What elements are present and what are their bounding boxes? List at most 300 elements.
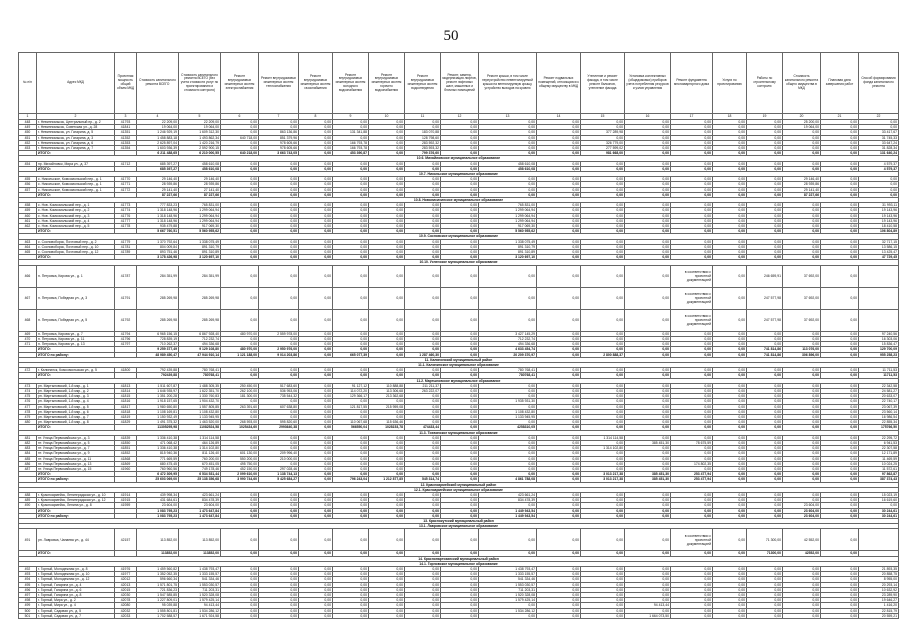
table-cell: 0,00 [581,572,625,577]
table-cell: 0,00 [479,466,537,471]
table-cell: 0,00 [259,187,299,192]
table-cell: 0,00 [333,451,369,456]
table-cell: 0,00 [821,287,859,309]
table-cell: 0,00 [625,608,671,613]
table-cell: 0,00 [333,582,369,587]
address-cell: г. Горный, Молодежная ул., д. 8 [37,567,115,572]
table-cell: 0,00 [405,203,441,208]
table-cell: 1 212 877,85 [369,477,405,482]
table-cell: 0,00 [671,598,713,603]
table-cell: 0,00 [581,466,625,471]
table-cell: 1 904 432,70 [179,399,221,404]
table-cell: 0,00 [581,404,625,409]
table-cell: 0,00 [333,498,369,503]
table-cell: 0,00 [747,508,783,513]
address-cell: пт. Улица Первомайская ул., д. 15 [37,466,115,471]
table-cell: 0,00 [259,414,299,419]
table-cell: 0,00 [299,229,333,234]
row-number-cell: 492 [19,567,37,572]
table-cell: 0,00 [537,187,581,192]
table-cell: 0,00 [299,287,333,309]
table-cell: 0,00 [441,513,479,518]
table-cell: 0,00 [821,250,859,255]
table-cell: 1 351 200,28 [137,394,179,399]
table-cell: 721 836,23 [137,587,179,592]
table-cell: 0,00 [369,368,405,373]
table-cell: 0,00 [299,336,333,341]
table-cell: 0,00 [581,399,625,404]
table-cell: 0,00 [221,414,259,419]
column-number: 3 [115,114,137,120]
table-cell: 0,00 [405,125,441,130]
table-cell: 0,00 [479,192,537,197]
table-cell: 0,00 [671,203,713,208]
table-cell: 0,00 [625,399,671,404]
table-cell: 0,00 [671,135,713,140]
table-cell: 0,00 [783,146,821,151]
table-cell: 0,00 [405,451,441,456]
row-number-cell: 497 [19,593,37,598]
table-cell: 0,00 [333,461,369,466]
table-cell: 1 449 943,54 [479,508,537,513]
table-cell: 0,00 [333,309,369,331]
table-cell: 18 410,58 [859,224,899,229]
table-cell: 0,00 [625,435,671,440]
table-cell: 0,00 [537,603,581,608]
table-cell: 595 820,60 [259,420,299,425]
table-cell: 0,00 [405,461,441,466]
table-cell: 0,00 [713,461,747,466]
table-cell: 0,00 [625,446,671,451]
table-cell: 0,00 [713,130,747,135]
table-cell: 0,00 [671,182,713,187]
table-cell: 0,00 [821,567,859,572]
table-cell: 0,00 [747,331,783,336]
table-cell: 128 798,60 [405,135,441,140]
row-number-cell: 476 [19,399,37,404]
table-cell: 0,00 [713,151,747,156]
table-cell: 0,00 [671,608,713,613]
table-cell: 0,00 [713,218,747,223]
table-cell: 22 307,58 [859,446,899,451]
table-cell: 0,00 [441,508,479,513]
address-cell: г. Горный, Мира ул., д. 2 [37,598,115,603]
table-cell: 0,00 [299,187,333,192]
table-cell: 0,00 [537,309,581,331]
table-cell: 263 222,07 [405,388,441,393]
table-cell: 685 397,27 [137,166,179,171]
column-header: Адрес МКД [37,53,115,114]
table-cell: 0,00 [713,192,747,197]
table-cell: 0,00 [625,456,671,461]
row-number-cell: 449 [19,125,37,130]
table-cell: 47 944 910,14 [179,352,221,357]
column-header: Стоимость капитального ремонта ВСЕГО [137,53,179,114]
table-cell: 32 717,15 [859,239,899,244]
table-cell: 0,00 [821,399,859,404]
table-cell: 0,00 [537,598,581,603]
table-cell: 3 427 145,29 [479,331,537,336]
table-cell: 41776 [115,213,137,218]
table-cell: 0,00 [369,414,405,419]
table-cell: 253 477,94 [671,472,713,477]
table-cell: 0,00 [625,218,671,223]
table-cell: 87 227,66 [137,192,179,197]
table-cell: 0,00 [369,125,405,130]
column-number: 8 [299,114,333,120]
table-cell: 0,00 [333,336,369,341]
table-cell: 0,00 [537,551,581,556]
address-cell: п. Петровка, Кирова ул., д. 7 [37,331,115,336]
table-cell: 0,00 [537,120,581,125]
table-cell: 0,00 [821,373,859,378]
table-cell: 0,00 [783,218,821,223]
table-cell: 0,00 [333,608,369,613]
row-number-cell: 478 [19,409,37,414]
table-cell: 0,00 [333,255,369,260]
table-cell: 0,00 [221,255,259,260]
table-cell: 0,00 [537,404,581,409]
table-cell: 0,00 [221,229,259,234]
table-cell: 5 667 760,51 [137,229,179,234]
column-number: 16 [625,114,671,120]
table-cell: 0,00 [821,182,859,187]
table-cell: 0,00 [405,598,441,603]
table-cell: 1 299 064,94 [179,208,221,213]
table-cell: 0,00 [859,187,899,192]
table-cell: 0,00 [369,613,405,618]
table-cell: 306 896,00 [783,352,821,357]
column-header: Ремонт внутридомовых инженерных систем водоотведения [405,53,441,114]
table-cell: 0,00 [405,572,441,577]
table-cell: 0,00 [299,146,333,151]
table-cell: 20 858,75 [859,572,899,577]
row-number-cell: 485 [19,456,37,461]
table-cell: 0,00 [259,503,299,508]
table-cell: 0,00 [821,477,859,482]
row-number-cell: 486 [19,461,37,466]
table-cell: 0,00 [625,224,671,229]
table-cell: 1 702 588,57 [137,613,179,618]
table-cell: 0,00 [537,166,581,171]
table-cell: 0,00 [259,244,299,249]
table-cell: 71300,00 [747,551,783,556]
table-cell: 1 603 936,39 [137,146,179,151]
table-cell: 110 067,68 [333,420,369,425]
table-cell: 0,00 [671,229,713,234]
table-cell: 0,00 [747,187,783,192]
table-cell: 0,00 [369,224,405,229]
table-cell: 0,00 [625,503,671,508]
table-cell: 41959 [115,503,137,508]
table-cell: 3 663 743,05 [259,151,299,156]
table-cell: 0,00 [581,394,625,399]
table-cell: 41816 [115,399,137,404]
table-cell: 480 970,00 [221,331,259,336]
table-cell: 0,00 [783,608,821,613]
table-cell: 0,00 [581,498,625,503]
table-cell: 0,00 [821,508,859,513]
table-cell: 0,00 [821,331,859,336]
table-cell: 0,00 [537,203,581,208]
table-cell: 284 351,99 [137,265,179,287]
table-cell: 0,00 [441,472,479,477]
table-cell: 0,00 [783,140,821,145]
table-cell: 0,00 [671,446,713,451]
table-cell: 41794 [115,331,137,336]
table-cell: 0,00 [369,336,405,341]
table-cell: 23 560,14 [859,409,899,414]
table-cell: 0,00 [333,577,369,582]
table-cell: 0,00 [713,587,747,592]
section-heading: 11.3. Тихвинское муниципальное образование [19,430,899,435]
table-cell: 0,00 [537,265,581,287]
section-heading: 10.7. Никольское муниципальное образование [19,172,899,177]
table-cell: 0,00 [625,151,671,156]
table-cell: 0,00 [671,414,713,419]
table-cell: 0,00 [747,435,783,440]
table-cell: 297 028,46 [259,466,299,471]
table-cell: 29 141,40 [137,187,179,192]
table-cell: 0,00 [859,503,899,508]
table-cell: 0,00 [537,135,581,140]
table-cell: 0,00 [747,409,783,414]
table-cell: 0,00 [259,265,299,287]
table-cell: 0,00 [369,446,405,451]
row-number-cell: 471 [19,342,37,347]
table-cell: 0,00 [783,498,821,503]
table-cell: 0,00 [671,130,713,135]
table-cell: 0,00 [299,218,333,223]
address-cell: г. Невинномысск, Центральный пр., д. 2 [37,120,115,125]
table-cell: 0,00 [405,250,441,255]
table-cell: 0,00 [747,166,783,171]
table-cell: 0,00 [221,399,259,404]
table-cell: 0,00 [441,120,479,125]
table-cell: 0,00 [537,572,581,577]
address-cell: п. Петровка, Кирова ул., д. 13 [37,342,115,347]
table-cell: 25 200,00 [783,120,821,125]
column-header: Работы по строительному контролю [747,53,783,114]
table-cell: 48 989 450,47 [137,352,179,357]
table-cell: 0,00 [369,503,405,508]
table-cell: 15 023,19 [859,492,899,497]
table-cell: 452 150,00 [221,466,259,471]
address-cell: ИТОГО: [37,508,115,513]
table-cell: 0,00 [537,446,581,451]
table-cell: 815 940,36 [137,451,179,456]
table-cell: 0,00 [479,125,537,130]
table-cell: 0,00 [333,187,369,192]
address-cell: пт. Улица Первомайская ул., д. 5 [37,440,115,445]
table-cell: 42157 [115,529,137,551]
table-cell: 0,00 [625,182,671,187]
table-cell: 0,00 [479,177,537,182]
table-cell: 0,00 [441,425,479,430]
table-cell: 0,00 [221,187,259,192]
table-cell: 1 520 328,08 [179,593,221,598]
table-cell: 0,00 [441,224,479,229]
table-cell: 0,00 [369,166,405,171]
table-cell: 0,00 [405,336,441,341]
table-cell: 0,00 [221,572,259,577]
table-cell: 0,00 [333,287,369,309]
table-cell: 0,00 [713,331,747,336]
table-cell: 0,00 [333,373,369,378]
table-cell: 42 552,00 [783,529,821,551]
table-cell: 0,00 [299,503,333,508]
table-cell: 0,00 [299,342,333,347]
table-cell: 0,00 [581,331,625,336]
table-cell: 0,00 [441,572,479,577]
table-cell: 0,00 [441,130,479,135]
table-cell: 0,00 [479,451,537,456]
table-cell: 0,00 [333,593,369,598]
table-cell: 0,00 [747,388,783,393]
address-cell: г. Невинномысск, Советская ул., д. 28 [37,125,115,130]
table-cell: 0,00 [299,383,333,388]
table-cell: 0,00 [625,529,671,551]
table-cell: 1 459 560,82 [137,567,179,572]
table-cell: 0,00 [405,255,441,260]
table-cell: 0,00 [747,229,783,234]
table-cell: 0,00 [713,425,747,430]
table-cell: 780 768,41 [479,368,537,373]
table-cell: 0,00 [441,342,479,347]
table-cell: 1 488 305,35 [179,383,221,388]
table-cell: 0,00 [479,120,537,125]
table-cell: 22 295,72 [859,435,899,440]
table-cell: 253 477,94 [671,477,713,482]
table-cell: 0,00 [369,582,405,587]
table-cell: 0,00 [783,373,821,378]
table-cell: 0,00 [299,368,333,373]
column-number: 18 [713,114,747,120]
table-cell: 0,00 [259,598,299,603]
table-cell: 0,00 [479,383,537,388]
table-cell: 0,00 [441,213,479,218]
row-number-cell: 460 [19,213,37,218]
table-cell: 0,00 [221,577,259,582]
table-cell: 0,00 [441,239,479,244]
table-cell: 385 451,30 [625,440,671,445]
table-cell: 0,00 [537,492,581,497]
table-cell: 285 269,98 [137,309,179,331]
table-cell: 1 121 188,00 [221,352,259,357]
table-cell: 0,00 [441,331,479,336]
table-cell: 0,00 [537,567,581,572]
table-cell: 0,00 [299,425,333,430]
table-cell: 760 960,56 [137,466,179,471]
table-cell: 0,00 [259,255,299,260]
table-cell: 0,00 [537,192,581,197]
column-header: Ремонт, замена, модернизация лифтов, ремонт лифтовых шахт, машинных и блочных помещений [441,53,479,114]
table-cell: 0,00 [259,336,299,341]
table-cell: 0,00 [299,440,333,445]
table-cell: 0,00 [671,208,713,213]
table-cell: 1 622 351,70 [179,388,221,393]
table-cell: 0,00 [221,213,259,218]
table-cell: 0,00 [747,182,783,187]
table-cell: 0,00 [299,331,333,336]
table-cell: 42013 [115,582,137,587]
table-cell: 0,00 [299,177,333,182]
table-cell: в соответствии с проектной документацией [671,287,713,309]
table-cell: 0,00 [537,608,581,613]
table-cell: 0,00 [299,166,333,171]
table-cell: 0,00 [537,250,581,255]
table-cell: 1 330 760,83 [179,394,221,399]
table-cell: 891 310,79 [179,244,221,249]
table-cell: 891 310,89 [479,250,537,255]
address-cell: рп. Мартыновский, 1-й мкр., д. 6 [37,409,115,414]
row-number-cell: 454 [19,161,37,166]
table-cell: 0,00 [747,451,783,456]
table-cell: 0,00 [625,513,671,518]
table-cell: 129 366,17 [333,394,369,399]
table-cell: 28 939,86 [179,182,221,187]
table-cell: 741 814,86 [747,352,783,357]
table-cell: 30 244,61 [859,513,899,518]
table-cell: 0,00 [747,567,783,572]
row-number-cell: 481 [19,435,37,440]
table-cell: 0,00 [713,498,747,503]
table-cell: 0,00 [859,120,899,125]
table-cell: 1 609 312,30 [179,130,221,135]
address-cell: г. Невинномысск, ул. Гагарина, д. 7 [37,146,115,151]
table-cell: 0,00 [441,244,479,249]
column-header: Ремонт внутридомовых инженерных систем теплоснабжения [259,53,299,114]
row-number-cell: 468 [19,309,37,331]
table-cell: 0,00 [369,513,405,518]
table-cell: 0,00 [747,250,783,255]
table-cell: 0,00 [671,498,713,503]
table-cell: 0,00 [441,577,479,582]
table-cell: 22 855,34 [859,420,899,425]
table-cell: 0,00 [581,166,625,171]
table-cell: 0,00 [783,399,821,404]
table-cell: 0,00 [671,368,713,373]
table-cell: 0,00 [299,492,333,497]
address-cell: пт. Улица Первомайская ул., д. 3 [37,435,115,440]
table-cell: 0,00 [221,513,259,518]
table-cell: 247 577,98 [747,309,783,331]
table-cell: 0,00 [333,177,369,182]
address-cell: п. Петровка, Кирова ул., д. 11 [37,336,115,341]
address-cell: г. Горный, Мира ул., д. 4 [37,603,115,608]
column-header: Способ формирования фонда капитального ремонта [859,53,899,114]
table-cell: 91 127,12 [333,383,369,388]
table-cell: 0,00 [441,336,479,341]
table-cell: 30 244,61 [859,508,899,513]
table-cell: 2 099 610,00 [221,472,259,477]
table-cell: 1 493 862,34 [179,135,221,140]
table-cell: 0,00 [441,182,479,187]
table-cell: 0,00 [821,529,859,551]
address-cell: с. Сосновоборск, Почтовый пер., д. 10 [37,244,115,249]
table-cell: 0,00 [713,440,747,445]
table-cell: 0,00 [537,420,581,425]
table-cell: 0,00 [713,435,747,440]
table-cell: 0,00 [821,224,859,229]
table-cell: 131 640,24 [859,151,899,156]
row-number-cell: 479 [19,414,37,419]
column-header: Ремонт фундамента многоквартирного дома [671,53,713,114]
table-cell: 110 888,88 [369,383,405,388]
table-cell: 0,00 [713,373,747,378]
column-number: 19 [747,114,783,120]
table-cell: 0,00 [369,492,405,497]
